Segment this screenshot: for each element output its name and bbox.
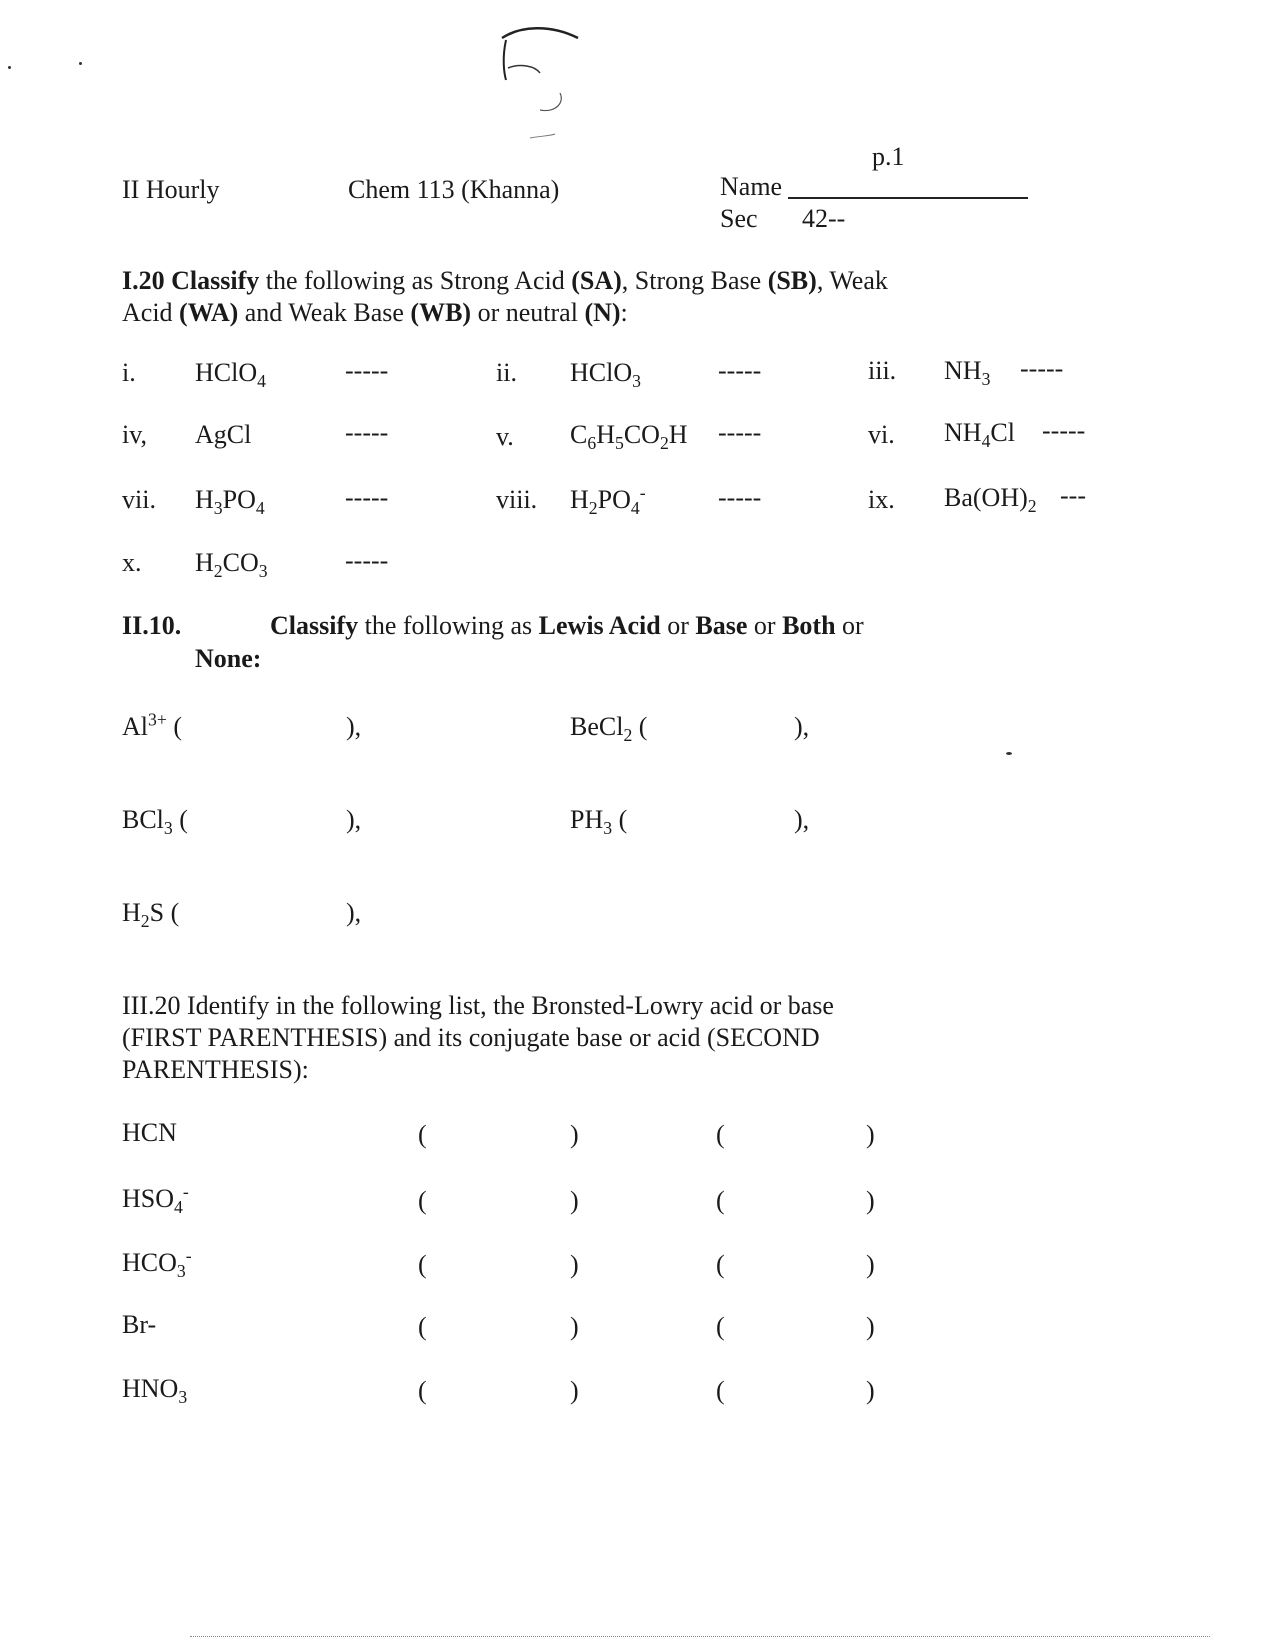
- species-hno3: $HNO_3$: [122, 1374, 188, 1408]
- item-label: viii.: [496, 485, 538, 514]
- paren-open-first[interactable]: (: [418, 1250, 427, 1279]
- formula-h2po4-minus: $H_2PO_4^-$: [570, 482, 646, 519]
- item-label: i.: [122, 358, 136, 387]
- answer-close-paren[interactable]: ),: [794, 712, 810, 741]
- page-number: p.1: [872, 142, 905, 171]
- formula-agcl: AgCl: [195, 420, 252, 449]
- paren-open-second[interactable]: (: [716, 1312, 725, 1341]
- item-label: vii.: [122, 485, 156, 514]
- answer-blank[interactable]: ---: [1060, 481, 1086, 510]
- paren-open-first[interactable]: (: [418, 1186, 427, 1215]
- item-label: iii.: [868, 356, 897, 385]
- answer-close-paren[interactable]: ),: [346, 712, 362, 741]
- sec-label: Sec: [720, 204, 758, 233]
- answer-blank[interactable]: -----: [345, 356, 389, 385]
- paren-close-first[interactable]: ): [570, 1186, 579, 1215]
- paren-close-first[interactable]: ): [570, 1120, 579, 1149]
- paren-open-second[interactable]: (: [716, 1250, 725, 1279]
- lewis-item-h2s: $H_2S$ (: [122, 898, 180, 932]
- formula-nh3: $NH_3$: [944, 356, 991, 390]
- name-field-line[interactable]: [788, 197, 1028, 199]
- handwritten-mark: [500, 18, 610, 148]
- answer-close-paren[interactable]: ),: [346, 898, 362, 927]
- q2-prompt-line1: II.10.: [122, 611, 182, 640]
- q3-prompt-line1: III.20 Identify in the following list, the Bronsted-Lowry acid or base: [122, 991, 834, 1020]
- q1-prompt-line1: I.20 Classify the following as Strong Acid (SA), Strong Base (SB), Weak: [122, 266, 888, 295]
- answer-close-paren[interactable]: ),: [346, 805, 362, 834]
- item-label: x.: [122, 548, 142, 577]
- item-label: iv,: [122, 420, 148, 449]
- paren-open-second[interactable]: (: [716, 1376, 725, 1405]
- paren-open-first[interactable]: (: [418, 1312, 427, 1341]
- q2-prompt-line2: None:: [195, 644, 262, 673]
- paren-close-second[interactable]: ): [866, 1312, 875, 1341]
- answer-blank[interactable]: -----: [718, 418, 762, 447]
- item-label: ix.: [868, 485, 895, 514]
- answer-blank[interactable]: -----: [345, 483, 389, 512]
- paren-close-second[interactable]: ): [866, 1250, 875, 1279]
- formula-h2co3: $H_2CO_3$: [195, 548, 268, 582]
- paren-close-first[interactable]: ): [570, 1312, 579, 1341]
- scan-noise-line: [190, 1636, 1210, 1637]
- q3-prompt-line3: PARENTHESIS):: [122, 1055, 309, 1084]
- course-title: Chem 113 (Khanna): [348, 175, 560, 204]
- sec-value: 42--: [802, 204, 846, 233]
- paren-close-second[interactable]: ): [866, 1186, 875, 1215]
- paren-close-first[interactable]: ): [570, 1376, 579, 1405]
- species-hcn: HCN: [122, 1118, 177, 1147]
- answer-blank[interactable]: -----: [345, 418, 389, 447]
- paren-open-first[interactable]: (: [418, 1120, 427, 1149]
- scan-speck: [79, 62, 82, 65]
- paren-open-second[interactable]: (: [716, 1120, 725, 1149]
- species-hso4-minus: $HSO_4^-$: [122, 1181, 189, 1218]
- item-label: ii.: [496, 358, 517, 387]
- answer-blank[interactable]: -----: [718, 483, 762, 512]
- scan-speck: [1006, 752, 1012, 755]
- answer-blank[interactable]: -----: [1042, 416, 1086, 445]
- q1-prompt-line2: Acid (WA) and Weak Base (WB) or neutral (N):: [122, 298, 628, 327]
- answer-close-paren[interactable]: ),: [794, 805, 810, 834]
- lewis-item-becl2: BeCl$_2$ (: [570, 712, 648, 746]
- formula-hclo4: HClO$_4$: [195, 358, 266, 392]
- paren-open-second[interactable]: (: [716, 1186, 725, 1215]
- formula-h3po4: $H_3PO_4$: [195, 485, 265, 519]
- species-hco3-minus: $HCO_3^-$: [122, 1245, 192, 1282]
- q2-prompt-text: Classify the following as Lewis Acid or Base or Both or: [270, 611, 864, 640]
- item-label: vi.: [868, 420, 895, 449]
- exam-title: II Hourly: [122, 175, 220, 204]
- paren-close-first[interactable]: ): [570, 1250, 579, 1279]
- lewis-item-al3plus: $Al^{3+}$ (: [122, 709, 182, 741]
- answer-blank[interactable]: -----: [718, 356, 762, 385]
- formula-hclo3: HClO$_3$: [570, 358, 641, 392]
- paren-open-first[interactable]: (: [418, 1376, 427, 1405]
- formula-nh4cl: $NH_4Cl$: [944, 418, 1015, 452]
- scan-speck: [8, 66, 11, 69]
- name-label: Name: [720, 172, 783, 201]
- item-label: v.: [496, 422, 514, 451]
- species-br-minus: Br-: [122, 1310, 157, 1339]
- lewis-item-bcl3: BCl$_3$ (: [122, 805, 188, 839]
- answer-blank[interactable]: -----: [345, 546, 389, 575]
- formula-c6h5co2h: $C_6H_5CO_2H$: [570, 420, 688, 454]
- q3-prompt-line2: (FIRST PARENTHESIS) and its conjugate base or acid (SECOND: [122, 1023, 820, 1052]
- paren-close-second[interactable]: ): [866, 1120, 875, 1149]
- answer-blank[interactable]: -----: [1020, 354, 1064, 383]
- formula-baoh2: $Ba(OH)_2$: [944, 483, 1037, 517]
- paren-close-second[interactable]: ): [866, 1376, 875, 1405]
- lewis-item-ph3: $PH_3$ (: [570, 805, 628, 839]
